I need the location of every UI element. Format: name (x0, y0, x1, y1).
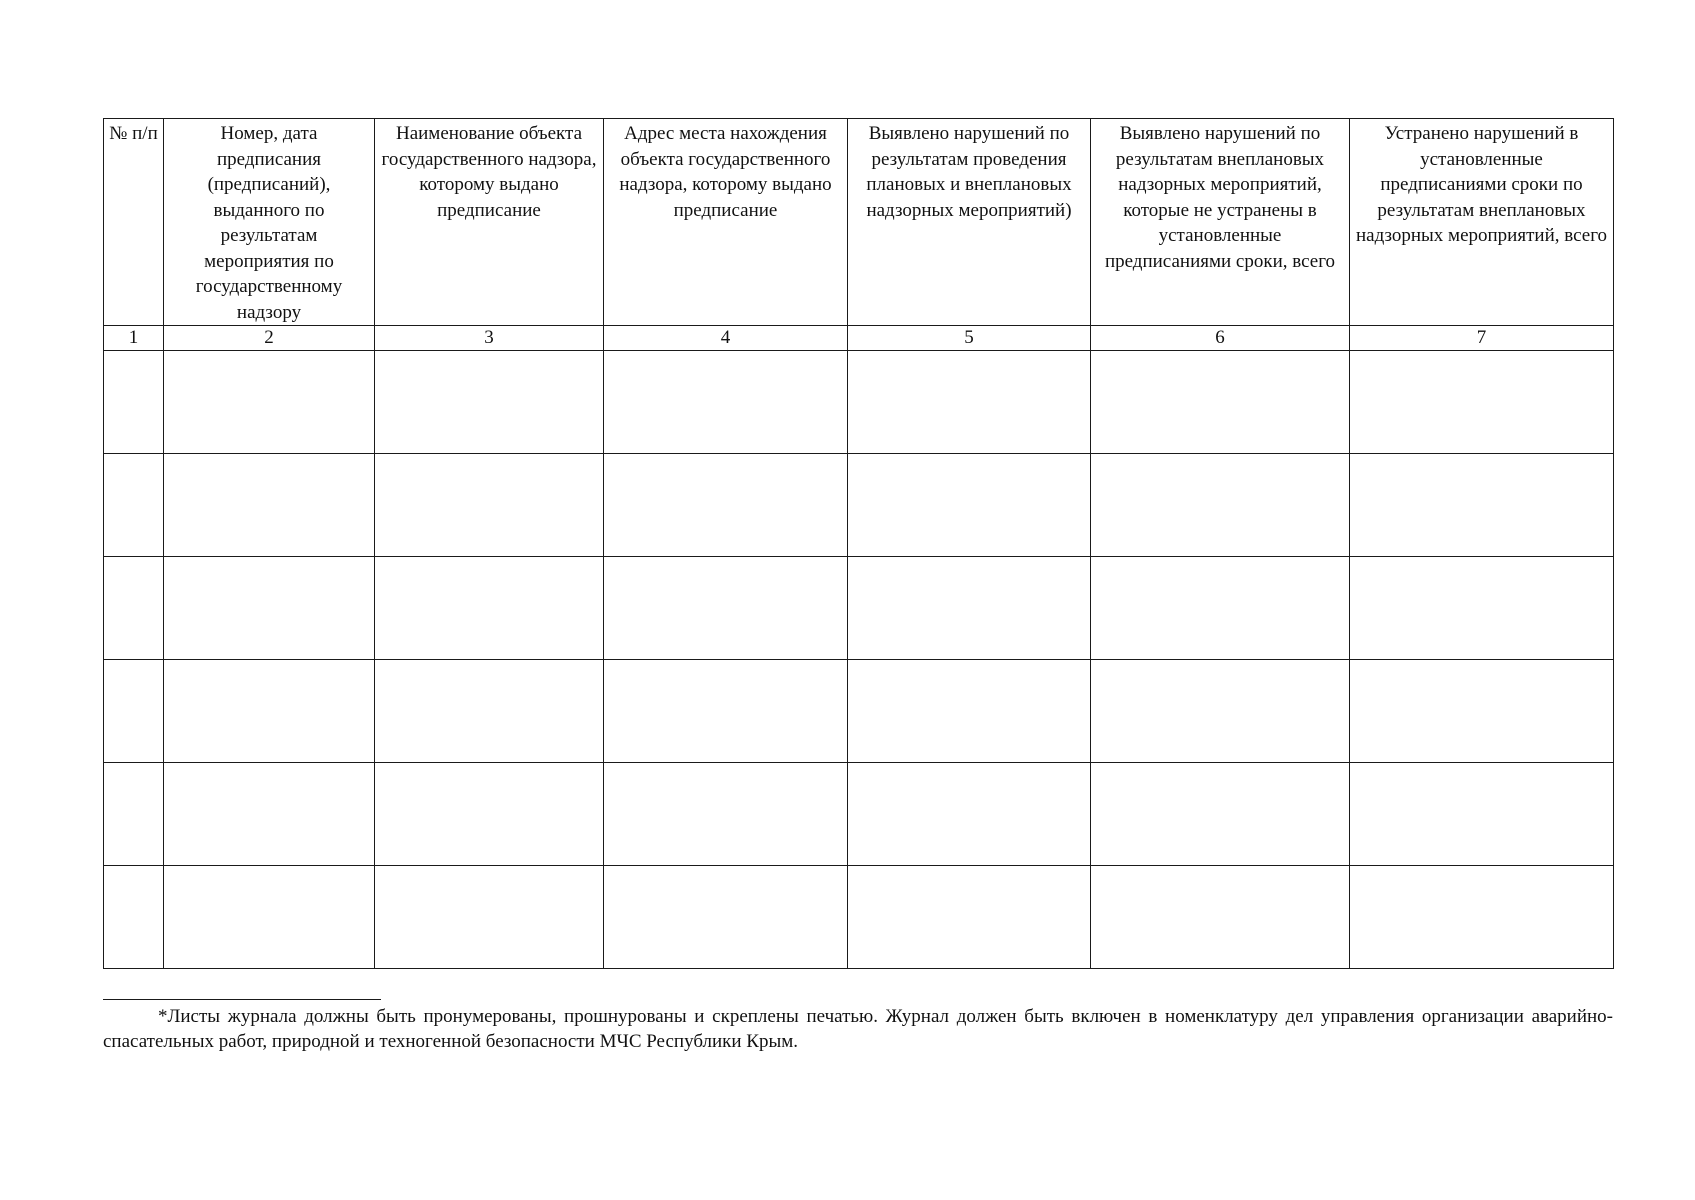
table-cell (164, 866, 375, 969)
table-cell (1091, 557, 1350, 660)
table-cell (104, 557, 164, 660)
column-number: 5 (848, 326, 1091, 351)
table-cell (1350, 454, 1614, 557)
table-cell (604, 351, 848, 454)
table-cell (375, 866, 604, 969)
header-cell-number: № п/п (104, 119, 164, 326)
table-cell (604, 660, 848, 763)
table-cell (375, 557, 604, 660)
table-cell (848, 454, 1091, 557)
table-cell (164, 557, 375, 660)
table-cell (375, 660, 604, 763)
table-cell (104, 454, 164, 557)
column-number: 3 (375, 326, 604, 351)
table-cell (604, 454, 848, 557)
header-row (104, 119, 1614, 326)
table-row (104, 454, 1614, 557)
table-cell (848, 557, 1091, 660)
footnote-text: *Листы журнала должны быть пронумерованы, прошнурованы и скреплены печатью. Журнал должен быть включен в номенклатуру дел управления организации аварийно-спасательных работ, природной и техногенной безопасности МЧС Республики Крым. (103, 1006, 1613, 1052)
table-cell (848, 763, 1091, 866)
table-cell (375, 763, 604, 866)
table-cell (164, 351, 375, 454)
table-cell (848, 351, 1091, 454)
table-row (104, 351, 1614, 454)
table-cell (1350, 660, 1614, 763)
column-number: 2 (164, 326, 375, 351)
footnote-separator (103, 999, 381, 1000)
column-number: 1 (104, 326, 164, 351)
table-cell (1091, 660, 1350, 763)
table-row (104, 866, 1614, 969)
header-cell-violations-not-fixed: Выявлено нарушений по результатам внеплановых надзорных мероприятий, которые не устранены в установленные предписаниями сроки, всего (1091, 119, 1350, 326)
table-cell (848, 866, 1091, 969)
table-cell (164, 454, 375, 557)
table-cell (848, 660, 1091, 763)
table-cell (104, 866, 164, 969)
table-cell (164, 763, 375, 866)
table-cell (104, 351, 164, 454)
column-number: 7 (1350, 326, 1614, 351)
column-number: 4 (604, 326, 848, 351)
table-cell (1091, 454, 1350, 557)
table-cell (104, 763, 164, 866)
table-cell (1350, 866, 1614, 969)
table-cell (604, 866, 848, 969)
journal-table (103, 118, 1614, 969)
table-cell (104, 660, 164, 763)
header-cell-violations-found: Выявлено нарушений по результатам проведения плановых и внеплановых надзорных мероприятий) (848, 119, 1091, 326)
header-cell-violations-fixed: Устранено нарушений в установленные предписаниями сроки по результатам внеплановых надзорных мероприятий, всего (1350, 119, 1614, 326)
table-cell (1350, 557, 1614, 660)
table-cell (375, 454, 604, 557)
table-cell (1091, 351, 1350, 454)
table-row (104, 557, 1614, 660)
header-cell-object-name: Наименование объекта государственного надзора, которому выдано предписание (375, 119, 604, 326)
header-cell-object-address: Адрес места нахождения объекта государственного надзора, которому выдано предписание (604, 119, 848, 326)
column-number: 6 (1091, 326, 1350, 351)
table-row (104, 660, 1614, 763)
header-cell-prescription: Номер, дата предписания (предписаний), выданного по результатам мероприятия по государственному надзору (164, 119, 375, 326)
table-row (104, 763, 1614, 866)
table-cell (1350, 351, 1614, 454)
table-cell (1091, 763, 1350, 866)
table-cell (1091, 866, 1350, 969)
table-cell (604, 557, 848, 660)
table-cell (164, 660, 375, 763)
table-cell (1350, 763, 1614, 866)
table-cell (375, 351, 604, 454)
column-number-row (104, 326, 1614, 351)
table-cell (604, 763, 848, 866)
